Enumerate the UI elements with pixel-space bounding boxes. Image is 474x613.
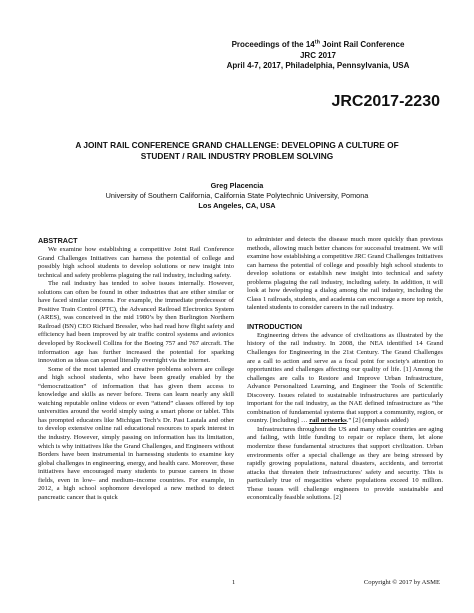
introduction-paragraph-1 bbox=[247, 332, 443, 426]
title-line-1: A JOINT RAIL CONFERENCE GRAND CHALLENGE: DEVELOPING A CULTURE OF bbox=[75, 140, 399, 150]
intro-p1-tail: .” [2] (emphasis added) bbox=[346, 417, 409, 425]
proceedings-pre: Proceedings of the 14 bbox=[231, 40, 315, 49]
proceedings-line bbox=[198, 40, 438, 51]
paper-title bbox=[40, 140, 434, 162]
page-number: 1 bbox=[232, 579, 236, 586]
introduction-heading: INTRODUCTION bbox=[247, 321, 303, 331]
conference-code: JRC 2017 bbox=[299, 50, 337, 60]
copyright-notice: Copyright © 2017 by ASME bbox=[363, 579, 440, 586]
abstract-heading: ABSTRACT bbox=[38, 236, 78, 245]
intro-p1-text: Engineering drives the advance of civilizations as illustrated by the history of the rail industry. In 2008, the NEA identified 14 Grand Challenges for Engineering in the 21st Century. The Grand Challenges are a call to action and serve as a focal point for society's attention to opportunities and challenges affecting our quality of life. [1] Among the challenges are calls to Restore and Improve Urban Infrastructure, Advance Personalized Learning, and Engineer the Tools of Scientific Discovery. Issues related to sustainable infrastructures are particularly important for the rail industry, as the NAE defined infrastructure as “the combination of fundamental systems that support a community, region, or country. [including] … bbox=[247, 331, 443, 425]
abstract-paragraph-1: We examine how establishing a competitive Joint Rail Conference Grand Challenges Initiatives can harness the potential of college and possibly high school students to develop solutions or new insight into technical and safety problems plaguing the rail industry, including safety. bbox=[38, 246, 234, 279]
left-column bbox=[38, 236, 234, 502]
author-location: Los Angeles, CA, USA bbox=[198, 201, 276, 210]
section-gap bbox=[247, 313, 443, 322]
intro-emphasis: rail networks bbox=[309, 417, 347, 425]
author-block bbox=[40, 181, 434, 211]
title-line-2: STUDENT / RAIL INDUSTRY PROBLEM SOLVING bbox=[140, 151, 334, 161]
proceedings-header bbox=[198, 40, 438, 72]
paper-id: JRC2017-2230 bbox=[331, 93, 440, 110]
author-name: Greg Placencia bbox=[210, 181, 264, 190]
introduction-paragraph-2: Infrastructures throughout the US and many other countries are aging and failing, with little funding to repair or replace them, let alone modernize these fundamental structures that support civilization. Urban environments offer a special challenge as they are being stressed by rapidly growing populations, natural disasters, accidents, and terrorist attacks that threaten their infrastructures' safety and security. This is particularly true of megacities where populations exceed 10 million. These issues will challenge engineers to provide sustainable and economically feasible solutions. [2] bbox=[247, 425, 443, 502]
right-column bbox=[247, 236, 443, 503]
abstract-paragraph-2: The rail industry has tended to solve issues internally. However, solutions can often be found in other industries that are either similar or have faced similar concerns. For example, the immediate predecessor of Positive Train Control (PTC), the Advanced Railroad Electronics System (ARES), was conceived in the mid 1980’s by then Burlington Northern Railroad (BN) CEO Richard Bressler, who had read how flight safety and efficiency had been improved by air traffic control systems and avionics developed by Rockwell Collins for the Boeing 757 and 767 aircraft. The information age has further increased the potential for sparking innovation as ideas can spread literally overnight via the internet. bbox=[38, 280, 234, 365]
abstract-paragraph-3-continued: to administer and detects the disease much more quickly than previous methods, allowing much better chances for successful treatment. We will examine how establishing a competitive JRC Grand Challenges Initiatives can harness the potential of college and possibly high school students to develop solutions or establish new insight into technical and safety problems plaguing the rail industry, including safety. In addition, it will look at how developing a dialog among the rail industry, including the Class 1 railroads, students, and academia can encourage a more top notch, talented students to consider careers in the rail industry. bbox=[247, 236, 443, 312]
dates-location: April 4-7, 2017, Philadelphia, Pennsylvania, USA bbox=[226, 61, 410, 70]
proceedings-post: Joint Rail Conference bbox=[319, 40, 405, 49]
author-affiliation: University of Southern California, California State Polytechnic University, Pomona bbox=[105, 191, 369, 200]
abstract-paragraph-3: Some of the most talented and creative problems solvers are college and high school students, who have been greatly enabled by the “democratization” of information that has given them access to knowledge and skills as never before. Teens can learn nearly any skill watching reputable online videos or even “attend” classes offered by top universities around the world simply using a smart phone or tablet. This has prompted educators like Michigan Tech’s Dr. Pasi Lautala and other to develop extensive online rail educational resources to spark interest in the industry. However, simply passing on information has its limitation, which is why initiatives like the Grand Challenges, and Engineers without Borders have been instrumental in harnessing students to examine key global challenges in engineering, energy, and health care. Moreover, these initiatives have encouraged many students to pursue careers in those fields, even in low– and medium–income countries. For example, in 2012, a high school sophomore developed a new method to detect pancreatic cancer that is quick bbox=[38, 365, 234, 501]
proceedings-sup: th bbox=[314, 39, 320, 46]
